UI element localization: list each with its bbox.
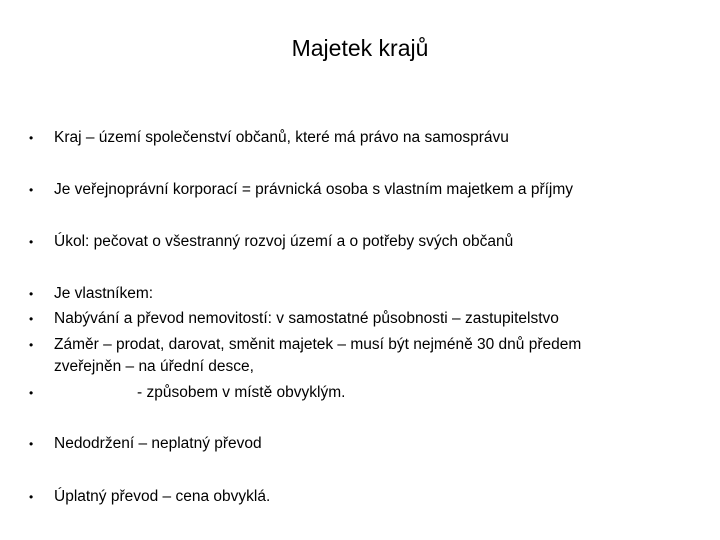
- bullet-icon: •: [29, 386, 34, 400]
- list-item: [0, 334, 720, 356]
- list-item-text: Úplatný převod – cena obvyklá.: [54, 488, 271, 505]
- list-item: [0, 179, 720, 201]
- bullet-icon: •: [29, 235, 34, 249]
- list-item: [0, 433, 720, 455]
- list-item-continuation: [0, 356, 720, 378]
- bullet-icon: •: [29, 338, 34, 352]
- list-item: [0, 486, 720, 508]
- list-item: [0, 308, 720, 330]
- list-item: [0, 127, 720, 149]
- bullet-icon: •: [29, 312, 34, 326]
- list-item: [0, 231, 720, 253]
- slide-title: Majetek krajů: [291, 35, 429, 61]
- list-item-text: Je vlastníkem:: [54, 285, 154, 302]
- list-item-text: Je veřejnoprávní korporací = právnická osoba s vlastním majetkem a příjmy: [54, 181, 574, 198]
- list-item-text: - způsobem v místě obvyklým.: [137, 384, 346, 401]
- list-item-text: Nabývání a převod nemovitostí: v samostatné působnosti – zastupitelstvo: [54, 310, 559, 327]
- list-item-text: Úkol: pečovat o všestranný rozvoj území a o potřeby svých občanů: [54, 233, 514, 250]
- bullet-icon: •: [29, 183, 34, 197]
- list-item-text: zveřejněn – na úřední desce,: [54, 358, 254, 375]
- list-item-text: Nedodržení – neplatný převod: [54, 435, 262, 452]
- list-item-text: Záměr – prodat, darovat, směnit majetek – musí být nejméně 30 dnů předem: [54, 336, 582, 353]
- list-item: [0, 283, 720, 305]
- bullet-icon: •: [29, 490, 34, 504]
- bullet-icon: •: [29, 437, 34, 451]
- bullet-icon: •: [29, 287, 34, 301]
- list-item-text: Kraj – území společenství občanů, které má právo na samosprávu: [54, 129, 509, 146]
- list-item: [0, 382, 720, 404]
- bullet-icon: •: [29, 131, 34, 145]
